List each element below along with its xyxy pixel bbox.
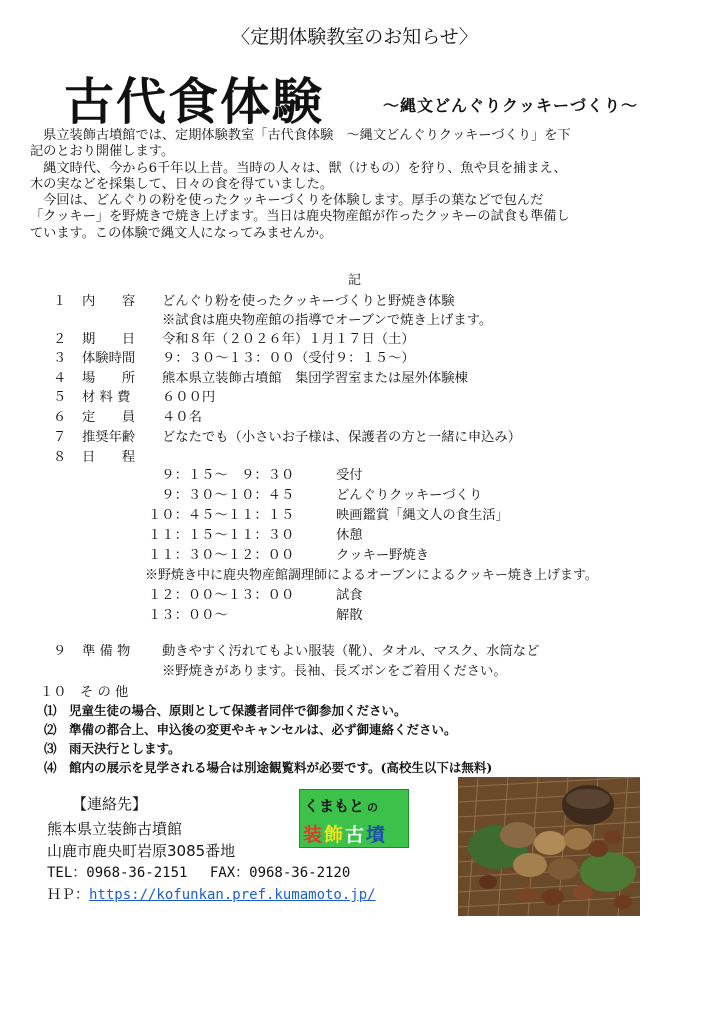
intro-line: 今回は、どんぐりの粉を使ったクッキーづくりを体験します。厚手の葉などで包んだ [30,193,544,209]
page-title: 古代食体験 [64,72,324,131]
contact-name: 熊本県立装飾古墳館 [47,820,183,838]
item-value-date: 令和８年（２０２６年）１月１７日（土） [162,332,415,347]
intro-line: 県立装飾古墳館では、定期体験教室「古代食体験 ～縄文どんぐりクッキーづくり」を下 [30,128,571,143]
logo-text-small: の [367,801,379,814]
misc-item: ⑴ 児童生徒の場合、原則として保護者同伴で御参加ください。 [44,703,407,718]
misc-item: ⑶ 雨天決行とします。 [44,741,181,756]
logo-char: 古 [345,824,367,846]
item-label-place: 場 所 [82,371,136,386]
ki-heading: 記 [347,273,361,288]
item-value-content: どんぐり粉を使ったクッキーづくりと野焼き体験 [162,294,455,309]
item-label-schedule: 日 程 [82,450,136,465]
contact-heading: 【連絡先】 [72,795,148,813]
logo-line1 [304,795,378,816]
item-label-items: 準 備 物 [82,644,131,659]
schedule-activity: 解散 [336,608,363,623]
schedule-time: ９：３０～１０：４５ [148,488,295,503]
logo-text: くまもと [304,797,365,815]
item-label-time: 体験時間 [82,351,136,366]
item-number: ７ [53,430,67,445]
schedule-activity: 受付 [336,468,363,483]
item-label-date: 期 日 [82,332,136,347]
page-subtitle: ～縄文どんぐりクッキーづくり～ [383,96,639,115]
schedule-time: １３：００～ [148,608,228,623]
contact-phone-fax: TEL：0968-36-2151 FAX：0968-36-2120 [47,865,351,881]
schedule-activity: クッキー野焼き [336,548,430,563]
item-value-age: どなたでも（小さいお子様は、保護者の方と一緒に申込み） [162,430,522,445]
schedule-time: １０：４５～１１：１５ [148,508,295,523]
schedule-activity: どんぐりクッキーづくり [336,488,483,503]
schedule-time: ９：１５～ ９：３０ [148,468,295,483]
item-number: ９ [53,644,67,659]
website-link[interactable]: https://kofunkan.pref.kumamoto.jp/ [89,887,376,903]
item-value-place: 熊本県立装飾古墳館 集団学習室または屋外体験棟 [162,371,468,386]
hp-label: ＨＰ： [47,887,89,903]
item-number: ８ [53,450,67,465]
item-label-capacity: 定 員 [82,410,136,425]
logo-char: 墳 [366,824,388,846]
schedule-note: ※野焼き中に鹿央物産館調理師によるオーブンによるクッキー焼き上げます。 [145,568,598,583]
item-number: ６ [53,410,67,425]
item-note-items: ※野焼きがあります。長袖、長ズボンをご着用ください。 [162,664,507,679]
schedule-time: １１：１５～１１：３０ [148,528,295,543]
intro-paragraph [30,128,571,242]
item-value-capacity: ４０名 [162,410,202,425]
item-note-content: ※試食は鹿央物産館の指導でオーブンで焼き上げます。 [162,313,493,328]
item-number: ２ [53,332,67,347]
misc-item: ⑵ 準備の都合上、申込後の変更やキャンセルは、必ず御連絡ください。 [44,722,457,737]
item-number: ５ [53,390,67,405]
item-value-fee: ６００円 [162,390,216,405]
schedule-activity: 試食 [336,588,363,603]
item-label-fee: 材 料 費 [82,390,131,405]
misc-item: ⑷ 館内の展示を見学される場合は別途観覧料が必要です。(高校生以下は無料) [44,760,493,775]
schedule-time: １２：００～１３：００ [148,588,295,603]
intro-line: 縄文時代、今から6千年以上昔。当時の人々は、獣（けもの）を狩り、魚や貝を捕まえ、 [30,160,567,176]
item-label-content: 内 容 [82,294,136,309]
item-number: ３ [53,351,67,366]
logo-line2 [303,820,387,847]
item-label-age: 推奨年齢 [82,430,136,445]
item-number: １ [53,294,67,309]
schedule-activity: 映画鑑賞「縄文人の食生活」 [336,508,509,523]
logo-char: 飾 [324,824,346,846]
acorn-cookies-photo [458,777,640,916]
notice-heading: 〈定期体験教室のお知らせ〉 [231,26,478,48]
item-value-items: 動きやすく汚れてもよい服装（靴）、タオル、マスク、水筒など [162,644,540,659]
item-value-time: ９：３０～１３：００（受付９：１５～） [162,351,415,366]
contact-hp [47,884,376,904]
schedule-activity: 休憩 [336,528,363,543]
intro-line: 記のとおり開催します。 [30,144,175,160]
intro-line: 「クッキー」を野焼きで焼き上げます。当日は鹿央物産館が作ったクッキーの試食も準備し [30,209,570,225]
logo-char: 装 [303,824,325,846]
contact-address: 山鹿市鹿央町岩原3085番地 [47,842,236,860]
schedule-time: １１：３０～１２：００ [148,548,295,563]
kumamoto-kofun-logo [299,789,409,848]
intro-line: ています。この体験で縄文人になってみませんか。 [30,225,333,241]
item-label-other: そ の 他 [80,685,129,700]
intro-line: 木の実などを採集して、日々の食を得ていました。 [30,176,334,192]
item-number: １０ [40,685,67,700]
item-number: ４ [53,371,67,386]
